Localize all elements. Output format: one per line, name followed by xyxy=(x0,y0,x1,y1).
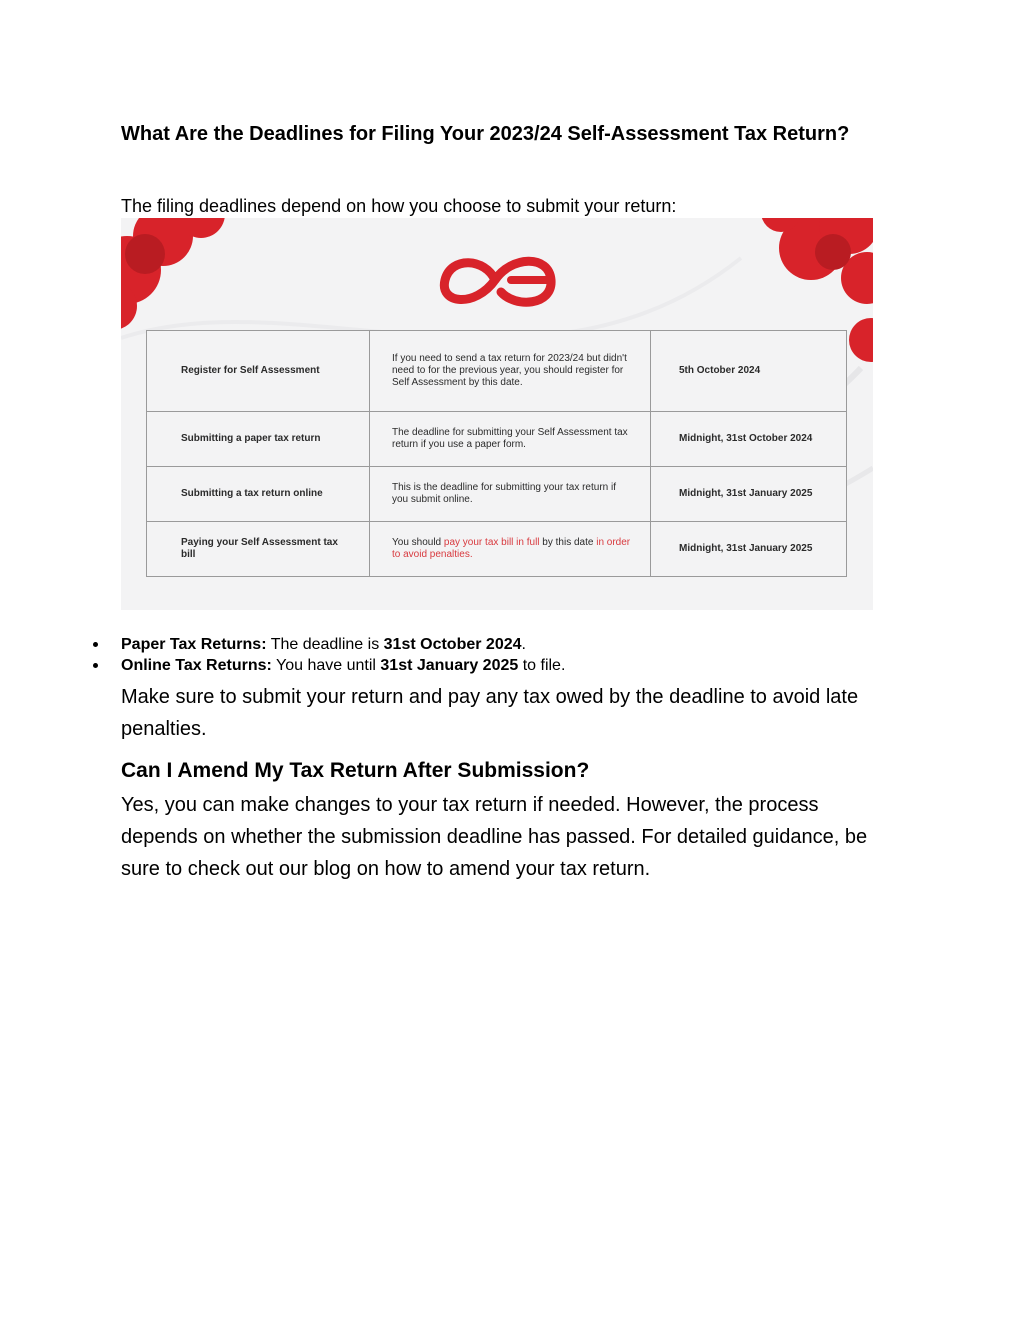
table-row xyxy=(147,522,847,577)
table-row xyxy=(147,331,847,412)
row-deadline: Midnight, 31st January 2025 xyxy=(651,467,847,522)
row-label: Submitting a paper tax return xyxy=(147,412,370,467)
deadlines-infographic xyxy=(121,218,873,610)
row-description: This is the deadline for submitting your tax return if you submit online. xyxy=(370,467,651,522)
bullet-icon xyxy=(93,663,98,668)
deadlines-table xyxy=(146,330,847,577)
bullet-icon xyxy=(93,642,98,647)
bullet-date: 31st October 2024 xyxy=(383,636,522,653)
description-highlight: in order to avoid penalties. xyxy=(392,537,631,561)
amend-paragraph: Yes, you can make changes to your tax return if needed. However, the process depends on whether the submission deadline has passed. For detailed guidance, be sure to check out our blog on how to amend your tax return. xyxy=(121,794,868,880)
section-heading-deadlines: What Are the Deadlines for Filing Your 2023/24 Self-Assessment Tax Return? xyxy=(121,123,850,145)
description-text: You should xyxy=(392,537,444,549)
ae-logo-icon xyxy=(431,248,563,312)
row-label: Submitting a tax return online xyxy=(147,467,370,522)
bullet-label: Paper Tax Returns: xyxy=(121,636,267,653)
bullet-text: The deadline is xyxy=(266,636,384,653)
description-highlight: pay your tax bill in full xyxy=(443,537,540,549)
list-item xyxy=(121,634,565,655)
bullet-label: Online Tax Returns: xyxy=(121,657,272,674)
closing-paragraph: Make sure to submit your return and pay any tax owed by the deadline to avoid late penalties. xyxy=(121,686,859,740)
row-label: Paying your Self Assessment tax bill xyxy=(147,522,370,577)
table-row xyxy=(147,467,847,522)
bullet-date: 31st January 2025 xyxy=(380,657,519,674)
deadline-bullet-list xyxy=(121,634,565,676)
section-heading-amend: Can I Amend My Tax Return After Submission? xyxy=(121,759,590,782)
row-deadline: Midnight, 31st January 2025 xyxy=(651,522,847,577)
description-text: by this date xyxy=(539,537,597,549)
red-blossom-top-left xyxy=(121,218,225,330)
list-item xyxy=(121,655,565,676)
table-row xyxy=(147,412,847,467)
bullet-text: You have until xyxy=(271,657,381,674)
row-deadline: 5th October 2024 xyxy=(651,331,847,412)
row-deadline: Midnight, 31st October 2024 xyxy=(651,412,847,467)
bullet-text: to file. xyxy=(518,657,566,674)
row-label: Register for Self Assessment xyxy=(147,331,370,412)
row-description: If you need to send a tax return for 2023/24 but didn't need to for the previous year, you should register for Self Assessment by this date. xyxy=(370,331,651,412)
row-description: The deadline for submitting your Self Assessment tax return if you use a paper form. xyxy=(370,412,651,467)
intro-paragraph: The filing deadlines depend on how you choose to submit your return: xyxy=(121,196,677,216)
bullet-text: . xyxy=(521,636,526,653)
row-description xyxy=(370,522,651,577)
